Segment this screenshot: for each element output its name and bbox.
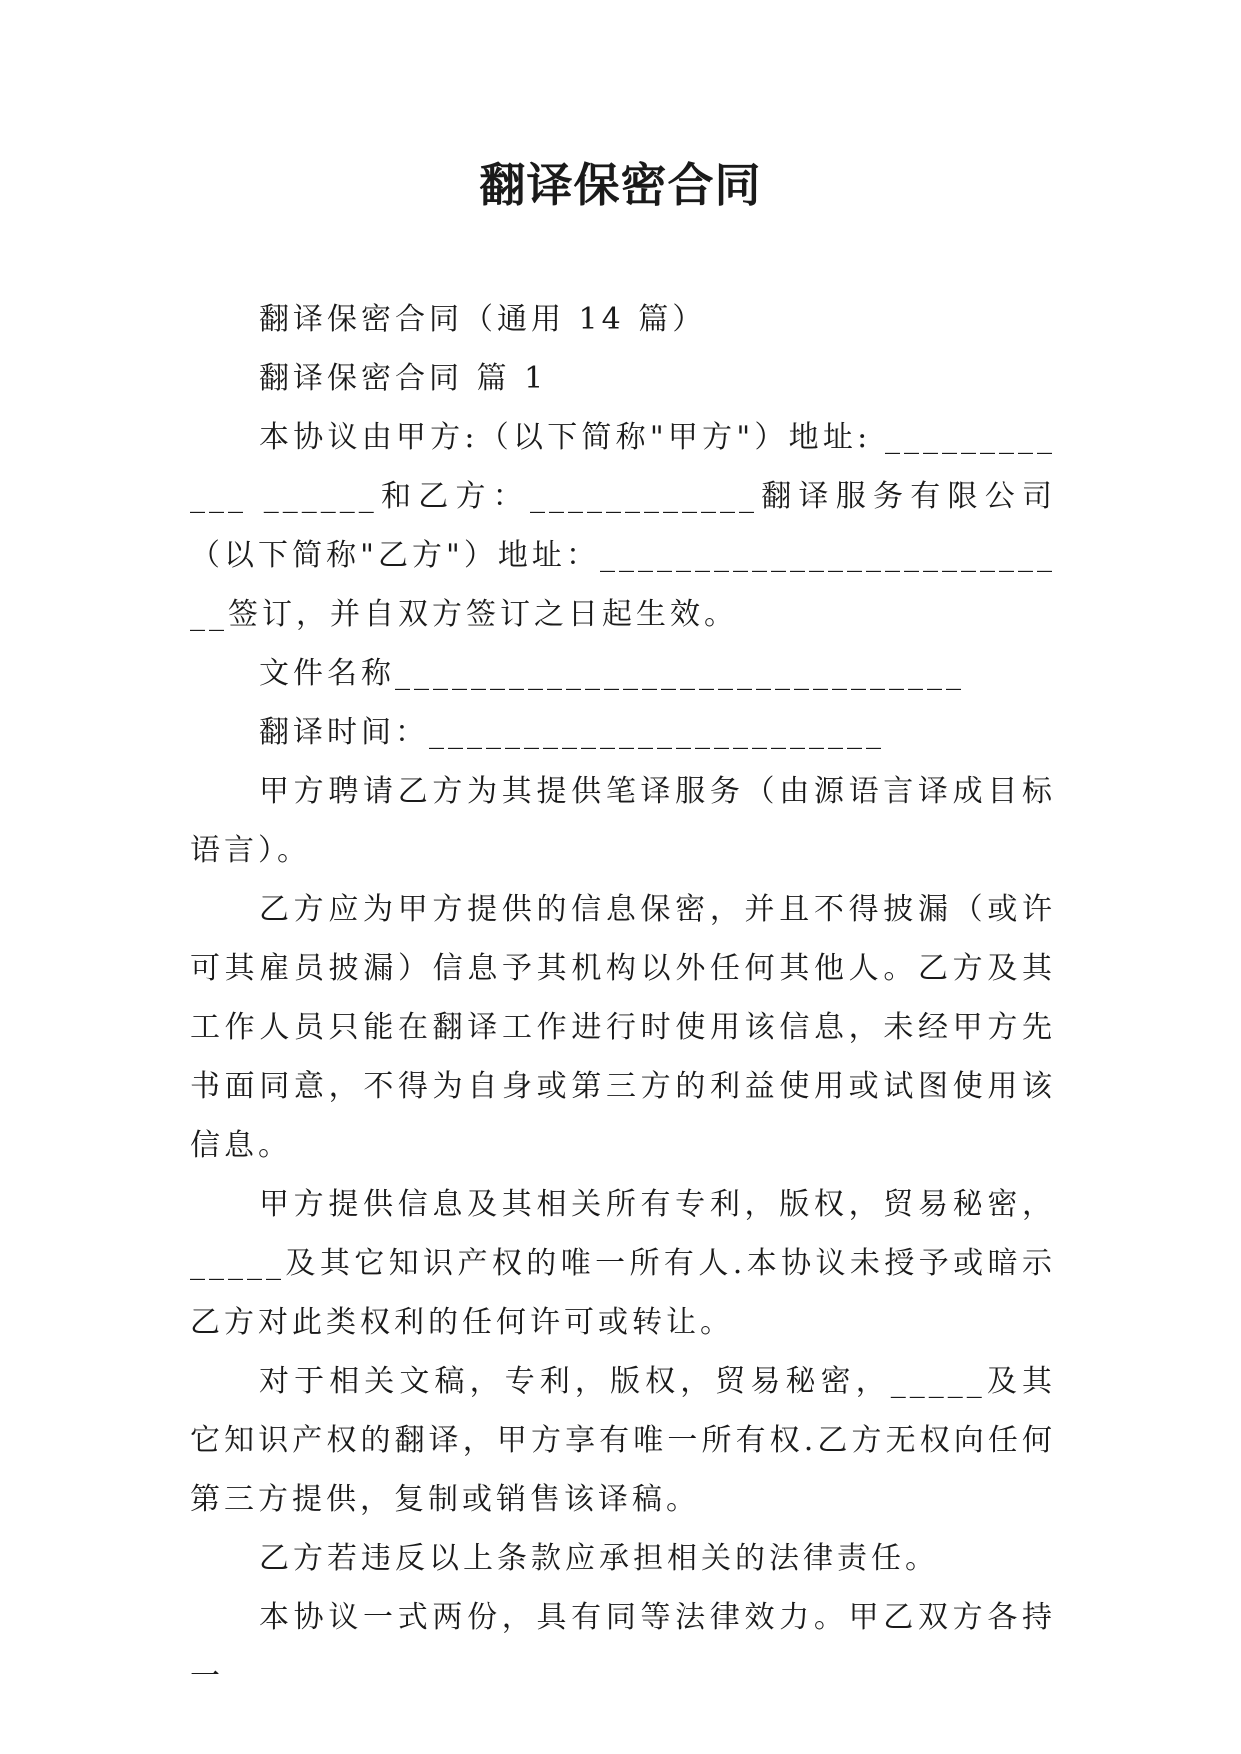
document-body [190,290,1056,1706]
paragraph-translation-time: 翻译时间：________________________ [259,715,885,750]
paragraph-service: 甲方聘请乙方为其提供笔译服务（由源语言译成目标语言）。 [190,774,1056,868]
paragraph-parties: 本协议由甲方:（以下简称"甲方"）地址: ____________ ______和乙方：____________翻译服务有限公司（以下简称"乙方"）地址：__________________________签订，并自双方签订之日起生效。 [190,420,1056,632]
paragraph-subtitle: 翻译保密合同（通用 14 篇） [259,302,707,337]
paragraph-file-name: 文件名称______________________________ [259,656,965,691]
paragraph-section-heading: 翻译保密合同 篇 1 [259,361,548,396]
paragraph-translation-rights: 对于相关文稿，专利，版权，贸易秘密，_____及其它知识产权的翻译，甲方享有唯一所有权.乙方无权向任何第三方提供，复制或销售该译稿。 [190,1364,1056,1517]
paragraph-copies: 本协议一式两份，具有同等法律效力。甲乙双方各持一 [190,1600,1056,1694]
paragraph-confidentiality: 乙方应为甲方提供的信息保密，并且不得披漏（或许可其雇员披漏）信息予其机构以外任何其他人。乙方及其工作人员只能在翻译工作进行时使用该信息，未经甲方先书面同意，不得为自身或第三方的利益使用或试图使用该信息。 [190,892,1056,1163]
paragraph-liability: 乙方若违反以上条款应承担相关的法律责任。 [259,1541,939,1576]
paragraph-ownership: 甲方提供信息及其相关所有专利，版权，贸易秘密，_____及其它知识产权的唯一所有人.本协议未授予或暗示乙方对此类权利的任何许可或转让。 [190,1187,1056,1340]
document-title: 翻译保密合同 [479,158,762,212]
